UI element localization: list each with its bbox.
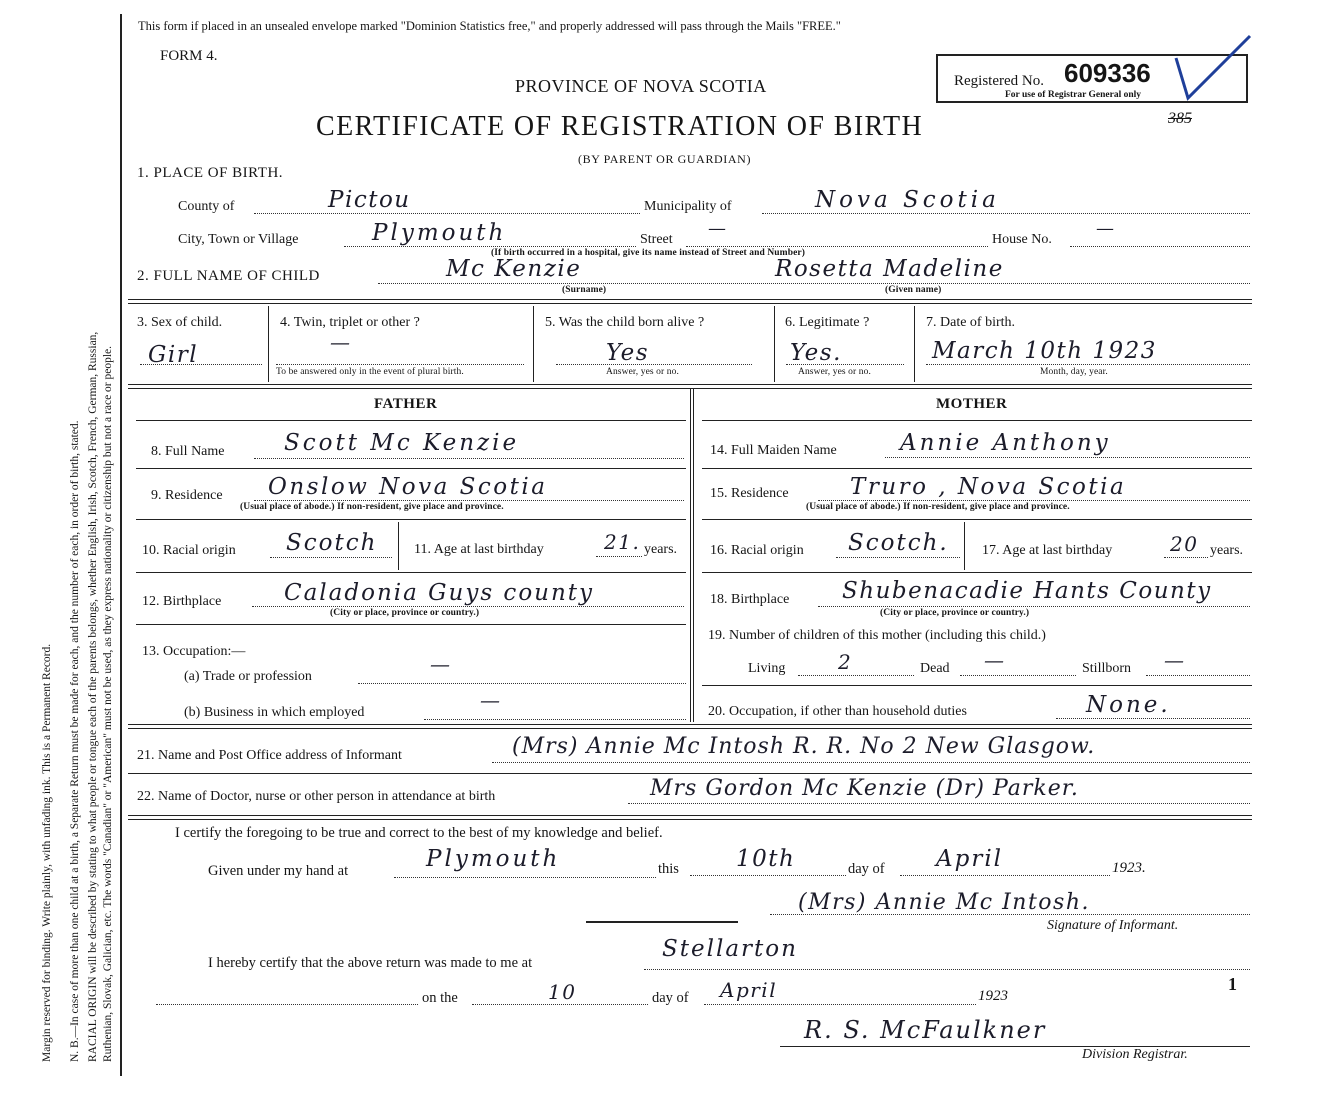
living-value: 2 bbox=[838, 650, 853, 674]
day-of-label: day of bbox=[848, 861, 885, 877]
father-heading: FATHER bbox=[374, 396, 438, 412]
sex-value: Girl bbox=[148, 342, 199, 368]
house-label: House No. bbox=[992, 232, 1052, 247]
struck-number: 385 bbox=[1168, 110, 1192, 127]
father-occupation-label: 13. Occupation:— bbox=[142, 644, 246, 659]
dob-label: 7. Date of birth. bbox=[926, 315, 1016, 330]
certificate-subtitle: (BY PARENT OR GUARDIAN) bbox=[578, 152, 752, 166]
father-race-label: 10. Racial origin bbox=[142, 543, 236, 558]
father-birthplace-note: (City or place, province or country.) bbox=[330, 608, 480, 618]
informant-signature-caption: Signature of Informant. bbox=[1047, 918, 1179, 933]
father-birthplace-label: 12. Birthplace bbox=[142, 594, 222, 609]
informant-signature: (Mrs) Annie Mc Intosh. bbox=[798, 890, 1091, 915]
form-number: FORM 4. bbox=[160, 48, 218, 64]
doctor-label: 22. Name of Doctor, nurse or other person in attendance at birth bbox=[137, 789, 496, 804]
mother-name: Annie Anthony bbox=[900, 430, 1111, 456]
mother-birthplace-note: (City or place, province or country.) bbox=[880, 608, 1030, 618]
dead-label: Dead bbox=[920, 661, 950, 676]
mother-residence-label: 15. Residence bbox=[710, 486, 789, 501]
twin-value: — bbox=[330, 330, 352, 354]
father-age-unit: years. bbox=[644, 542, 678, 557]
father-name: Scott Mc Kenzie bbox=[284, 430, 520, 456]
page-mark: 1 bbox=[1228, 974, 1237, 994]
dead-value: — bbox=[984, 648, 1006, 672]
given-name-caption: (Given name) bbox=[885, 285, 942, 295]
child-surname: Mc Kenzie bbox=[446, 256, 582, 282]
check-mark-icon bbox=[1168, 28, 1258, 108]
house-value: — bbox=[1096, 218, 1116, 239]
return-month: April bbox=[720, 978, 778, 1002]
free-notice: This form if placed in an unsealed envelope marked "Dominion Statistics free," and properly addressed will pass through the Mails "FREE." bbox=[138, 19, 841, 33]
child-name-label: 2. FULL NAME OF CHILD bbox=[137, 268, 320, 284]
margin-note-binding: Margin reserved for binding. Write plainly, with unfading ink. This is a Permanent Record. bbox=[41, 643, 53, 1062]
father-age-label: 11. Age at last birthday bbox=[414, 542, 544, 557]
mother-heading: MOTHER bbox=[936, 396, 1008, 412]
street-label: Street bbox=[640, 232, 673, 247]
place-of-birth-label: 1. PLACE OF BIRTH. bbox=[137, 165, 284, 181]
twin-label: 4. Twin, triplet or other ? bbox=[280, 315, 420, 330]
given-place: Plymouth bbox=[426, 846, 561, 872]
margin-note-racial-origin-cont: Ruthenian, Slovak, Galician, etc. The words "Canadian" or "American" must not be used, as they express nationality or citizenship but not a race or people. bbox=[102, 345, 114, 1062]
margin-note-multiple-births: N. B.—In case of more than one child at a birth, a Separate Return must be made for each, and the number of each, in order of birth, stated. bbox=[69, 420, 81, 1062]
sex-label: 3. Sex of child. bbox=[137, 315, 223, 330]
father-trade: — bbox=[430, 652, 452, 676]
twin-note: To be answered only in the event of plural birth. bbox=[276, 367, 464, 377]
registered-number: 609336 bbox=[1064, 58, 1151, 88]
mother-birthplace: Shubenacadie Hants County bbox=[842, 578, 1212, 604]
father-name-label: 8. Full Name bbox=[151, 444, 225, 459]
father-age: 21. bbox=[604, 530, 641, 554]
street-value: — bbox=[708, 218, 728, 239]
registrar-signature: R. S. McFaulkner bbox=[804, 1016, 1047, 1044]
father-race: Scotch bbox=[286, 530, 378, 556]
mother-race: Scotch. bbox=[848, 530, 949, 556]
registrar-only-note: For use of Registrar General only bbox=[1005, 90, 1142, 100]
this-label: this bbox=[658, 861, 679, 877]
dob-note: Month, day, year. bbox=[1040, 367, 1108, 377]
mother-residence-note: (Usual place of abode.) If non-resident, give place and province. bbox=[806, 502, 1070, 512]
return-day-of-label: day of bbox=[652, 990, 689, 1006]
mother-birthplace-label: 18. Birthplace bbox=[710, 592, 790, 607]
legitimate-value: Yes. bbox=[790, 340, 842, 366]
city-value: Plymouth bbox=[372, 220, 507, 246]
mother-age-unit: years. bbox=[1210, 543, 1244, 558]
child-given-name: Rosetta Madeline bbox=[775, 256, 1004, 282]
father-residence-note: (Usual place of abode.) If non-resident, give place and province. bbox=[240, 502, 504, 512]
legitimate-note: Answer, yes or no. bbox=[798, 367, 871, 377]
return-year: 1923 bbox=[978, 988, 1008, 1004]
mother-age-label: 17. Age at last birthday bbox=[982, 543, 1113, 558]
father-birthplace: Caladonia Guys county bbox=[284, 580, 595, 606]
stillborn-value: — bbox=[1164, 648, 1186, 672]
mother-occupation: None. bbox=[1086, 692, 1171, 718]
legitimate-label: 6. Legitimate ? bbox=[785, 315, 870, 330]
living-label: Living bbox=[748, 661, 786, 676]
mother-residence: Truro , Nova Scotia bbox=[850, 474, 1127, 500]
return-place: Stellarton bbox=[662, 936, 798, 962]
born-alive-label: 5. Was the child born alive ? bbox=[545, 315, 705, 330]
dob-value: March 10th 1923 bbox=[932, 338, 1157, 364]
municipality-value: Nova Scotia bbox=[815, 187, 1000, 213]
registered-label: Registered No. bbox=[954, 73, 1044, 89]
return-label: I hereby certify that the above return was made to me at bbox=[208, 955, 533, 971]
mother-children-label: 19. Number of children of this mother (including this child.) bbox=[708, 628, 1046, 643]
county-value: Pictou bbox=[328, 187, 411, 213]
margin-notes bbox=[40, 332, 116, 1062]
column-divider bbox=[690, 388, 694, 722]
given-under-label: Given under my hand at bbox=[208, 863, 349, 879]
given-day: 10th bbox=[736, 846, 796, 872]
stillborn-label: Stillborn bbox=[1082, 661, 1132, 676]
father-business: — bbox=[480, 688, 502, 712]
informant-value: (Mrs) Annie Mc Intosh R. R. No 2 New Glasgow. bbox=[512, 734, 1096, 759]
doctor-value: Mrs Gordon Mc Kenzie (Dr) Parker. bbox=[650, 776, 1079, 801]
father-residence-label: 9. Residence bbox=[151, 488, 223, 503]
registrar-caption: Division Registrar. bbox=[1082, 1047, 1188, 1062]
informant-label: 21. Name and Post Office address of Informant bbox=[137, 748, 402, 763]
city-label: City, Town or Village bbox=[178, 232, 299, 247]
municipality-label: Municipality of bbox=[644, 199, 732, 214]
mother-occupation-label: 20. Occupation, if other than household duties bbox=[708, 704, 967, 719]
province-heading: PROVINCE OF NOVA SCOTIA bbox=[515, 76, 767, 96]
on-the-label: on the bbox=[422, 990, 458, 1006]
certify-statement: I certify the foregoing to be true and correct to the best of my knowledge and belief. bbox=[175, 825, 663, 841]
mother-name-label: 14. Full Maiden Name bbox=[710, 443, 837, 458]
margin-note-racial-origin: RACIAL ORIGIN will be described by stating to what people or tongue each of the parents belongs, whether English, Irish, Scotch, French, German, Russian, bbox=[87, 331, 99, 1062]
mother-race-label: 16. Racial origin bbox=[710, 543, 804, 558]
born-alive-note: Answer, yes or no. bbox=[606, 367, 679, 377]
surname-caption: (Surname) bbox=[562, 285, 607, 295]
return-day: 10 bbox=[548, 980, 577, 1004]
father-residence: Onslow Nova Scotia bbox=[268, 474, 548, 500]
father-business-label: (b) Business in which employed bbox=[184, 705, 365, 720]
given-month: April bbox=[936, 846, 1004, 872]
mother-age: 20 bbox=[1170, 532, 1199, 556]
county-label: County of bbox=[178, 199, 235, 214]
hospital-note: (If birth occurred in a hospital, give its name instead of Street and Number) bbox=[491, 248, 805, 258]
given-year: 1923. bbox=[1112, 860, 1146, 876]
father-trade-label: (a) Trade or profession bbox=[184, 669, 312, 684]
born-alive-value: Yes bbox=[606, 340, 650, 366]
certificate-title: CERTIFICATE OF REGISTRATION OF BIRTH bbox=[316, 111, 924, 142]
margin-rule bbox=[120, 14, 122, 1076]
